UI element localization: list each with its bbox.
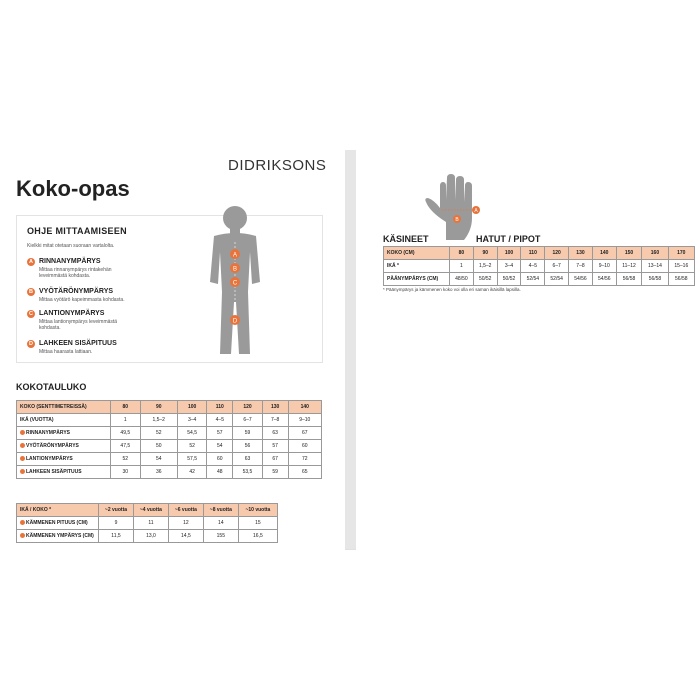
measure-item-name: LAHKEEN SISÄPITUUS	[39, 340, 117, 347]
cell: 63	[233, 453, 263, 466]
svg-text:D: D	[232, 318, 238, 325]
figure-badge-a-icon	[230, 249, 240, 259]
table-row	[384, 273, 695, 286]
cell: 52	[177, 440, 207, 453]
cell: 54/56	[592, 273, 616, 286]
svg-text:A: A	[232, 252, 238, 259]
cell: 50/52	[473, 273, 497, 286]
cell: 48	[207, 466, 233, 479]
cell: 155	[203, 530, 238, 543]
size-col: 130	[569, 247, 593, 260]
cell: 11,5	[99, 530, 134, 543]
badge-a-icon: A	[27, 258, 35, 266]
cell: 7–8	[569, 260, 593, 273]
measure-item-name: LANTIONYMPÄRYS	[39, 310, 105, 317]
table-row	[17, 466, 322, 479]
cell: 67	[288, 427, 321, 440]
row-label: IKÄ (VUOTTA)	[17, 414, 111, 427]
measure-item-name: VYÖTÄRÖNYMPÄRYS	[39, 288, 114, 295]
cell: 12	[168, 517, 203, 530]
hats-title: HATUT / PIPOT	[476, 234, 541, 244]
cell: 50/52	[497, 273, 521, 286]
hand-icon	[424, 172, 484, 242]
table-row	[17, 517, 278, 530]
cell: 7–8	[262, 414, 288, 427]
size-col: 90	[140, 401, 177, 414]
figure-badge-c-icon	[230, 277, 240, 287]
left-page	[0, 150, 345, 550]
size-col: 100	[497, 247, 521, 260]
footnote: * Päänympärys ja kämmenen koko voi olla eri saman ikäisillä lapsilla.	[383, 287, 521, 292]
cell: 59	[233, 427, 263, 440]
svg-text:B: B	[455, 217, 459, 223]
measure-guide-intro: Kielkki mitat otetaan suoraan vartalolta.	[27, 243, 115, 249]
size-col: 80	[450, 247, 474, 260]
cell: 9–10	[592, 260, 616, 273]
orange-dot-icon	[20, 443, 25, 448]
orange-dot-icon	[20, 533, 25, 538]
row-label: LAHKEEN SISÄPITUUS	[26, 469, 82, 475]
age-col: ~10 vuotta	[238, 504, 277, 517]
cell: 13,0	[133, 530, 168, 543]
row-label-cell	[17, 440, 111, 453]
size-col: 100	[177, 401, 207, 414]
measure-item-desc: Mittaa vyötärö kapeimmasta kohdasta.	[39, 297, 125, 303]
badge-b-icon: B	[27, 288, 35, 296]
age-table-header-label: IKÄ / KOKO *	[17, 504, 99, 517]
brand-logo: DIDRIKSONS	[228, 157, 327, 174]
cell: 4–5	[521, 260, 545, 273]
cell: 11–12	[616, 260, 642, 273]
size-section-title: KOKOTAULUKO	[16, 382, 87, 392]
row-label-cell	[17, 427, 111, 440]
cell: 52	[140, 427, 177, 440]
cell: 30	[111, 466, 141, 479]
hat-table-header	[384, 247, 695, 260]
row-label: VYÖTÄRÖNYMPÄRYS	[26, 443, 79, 449]
cell: 3–4	[497, 260, 521, 273]
cell: 14,5	[168, 530, 203, 543]
cell: 1,5–2	[473, 260, 497, 273]
age-table-header	[17, 504, 278, 517]
cell: 15–16	[668, 260, 694, 273]
cell: 54/56	[569, 273, 593, 286]
measure-item-desc: Mittaa haarasta lattiaan.	[39, 349, 93, 355]
cell: 1	[450, 260, 474, 273]
row-label-cell	[17, 530, 99, 543]
measure-guide-title: OHJE MITTAAMISEEN	[27, 226, 127, 236]
cell: 60	[207, 453, 233, 466]
cell: 36	[140, 466, 177, 479]
cell: 57	[262, 440, 288, 453]
cell: 59	[262, 466, 288, 479]
cell: 6–7	[233, 414, 263, 427]
cell: 72	[288, 453, 321, 466]
size-table	[16, 400, 322, 479]
cell: 49,5	[111, 427, 141, 440]
cell: 52/54	[545, 273, 569, 286]
measure-item-desc: Mittaa lantionympärys leveimmästä kohdasta.	[39, 319, 118, 331]
cell: 65	[288, 466, 321, 479]
size-col: 160	[642, 247, 668, 260]
measure-item-desc: Mittaa rinnanympärys rintakehän leveimmästä kohdasta.	[39, 267, 112, 279]
table-row	[17, 453, 322, 466]
orange-dot-icon	[20, 456, 25, 461]
row-label-cell	[17, 453, 111, 466]
cell: 6–7	[545, 260, 569, 273]
cell: 11	[133, 517, 168, 530]
cell: 3–4	[177, 414, 207, 427]
cell: 56/58	[642, 273, 668, 286]
cell: 57,5	[177, 453, 207, 466]
size-col: 170	[668, 247, 694, 260]
size-col: 120	[233, 401, 263, 414]
row-label: KÄMMENEN YMPÄRYS (CM)	[26, 533, 94, 539]
size-col: 80	[111, 401, 141, 414]
cell: 56/58	[616, 273, 642, 286]
row-label-cell	[17, 517, 99, 530]
cell: 48/50	[450, 273, 474, 286]
cell: 56/58	[668, 273, 694, 286]
orange-dot-icon	[20, 469, 25, 474]
badge-c-icon: C	[27, 310, 35, 318]
measure-item-name: RINNANYMPÄRYS	[39, 258, 101, 265]
cell: 54,5	[177, 427, 207, 440]
age-col: ~2 vuotta	[99, 504, 134, 517]
row-label: KÄMMENEN PITUUS (CM)	[26, 520, 88, 526]
cell: 42	[177, 466, 207, 479]
table-row	[384, 260, 695, 273]
table-row	[17, 530, 278, 543]
cell: 15	[238, 517, 277, 530]
row-label: PÄÄNYMPÄRYS (CM)	[384, 273, 450, 286]
right-page	[356, 150, 700, 550]
cell: 67	[262, 453, 288, 466]
size-table-header-label: KOKO (SENTTIMETREISSÄ)	[17, 401, 111, 414]
hat-size-table	[383, 246, 695, 286]
hat-table-header-label: KOKO (CM)	[384, 247, 450, 260]
size-col: 120	[545, 247, 569, 260]
cell: 4–5	[207, 414, 233, 427]
figure-badge-d-icon	[230, 315, 240, 325]
size-col: 130	[262, 401, 288, 414]
size-col: 90	[473, 247, 497, 260]
age-col: ~4 vuotta	[133, 504, 168, 517]
figure-badge-b-icon	[230, 263, 240, 273]
row-label: LANTIONYMPÄRYS	[26, 456, 73, 462]
row-label: IKÄ *	[384, 260, 450, 273]
size-col: 110	[521, 247, 545, 260]
badge-d-icon: D	[27, 340, 35, 348]
size-col: 110	[207, 401, 233, 414]
cell: 47,5	[111, 440, 141, 453]
cell: 54	[207, 440, 233, 453]
cell: 9	[99, 517, 134, 530]
cell: 14	[203, 517, 238, 530]
size-col: 140	[288, 401, 321, 414]
table-row	[17, 440, 322, 453]
table-row	[17, 427, 322, 440]
svg-text:A: A	[474, 208, 478, 214]
cell: 63	[262, 427, 288, 440]
cell: 54	[140, 453, 177, 466]
size-col: 140	[592, 247, 616, 260]
row-label: RINNANYMPÄRYS	[26, 430, 70, 436]
svg-text:B: B	[232, 266, 238, 273]
cell: 56	[233, 440, 263, 453]
table-row	[17, 414, 322, 427]
cell: 57	[207, 427, 233, 440]
orange-dot-icon	[20, 520, 25, 525]
gloves-title: KÄSINEET	[383, 234, 429, 244]
cell: 52/54	[521, 273, 545, 286]
cell: 53,5	[233, 466, 263, 479]
cell: 9–10	[288, 414, 321, 427]
page-title: Koko-opas	[16, 176, 130, 201]
cell: 52	[111, 453, 141, 466]
hand-badge-b-icon	[453, 215, 461, 223]
child-figure-icon	[190, 202, 280, 362]
age-col: ~8 vuotta	[203, 504, 238, 517]
cell: 1	[111, 414, 141, 427]
size-col: 150	[616, 247, 642, 260]
orange-dot-icon	[20, 430, 25, 435]
svg-text:C: C	[232, 280, 238, 287]
cell: 13–14	[642, 260, 668, 273]
cell: 60	[288, 440, 321, 453]
cell: 16,5	[238, 530, 277, 543]
size-table-header	[17, 401, 322, 414]
age-table	[16, 503, 278, 543]
cell: 50	[140, 440, 177, 453]
page-gap	[345, 150, 356, 550]
row-label-cell	[17, 466, 111, 479]
cell: 1,5–2	[140, 414, 177, 427]
hand-badge-a-icon	[472, 206, 480, 214]
age-col: ~6 vuotta	[168, 504, 203, 517]
